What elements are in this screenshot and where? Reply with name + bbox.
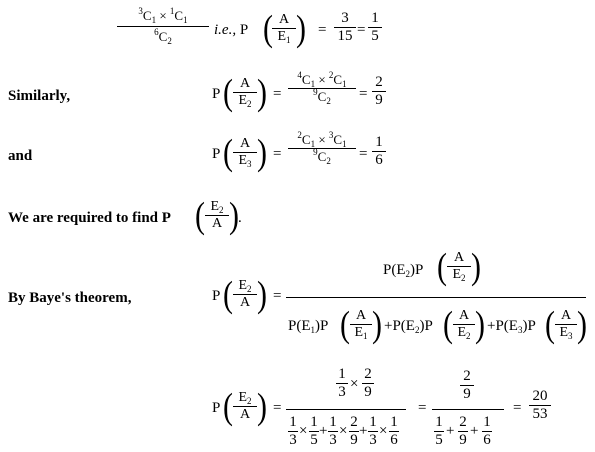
paren-left: (	[223, 131, 233, 173]
fraction-2-9: 2 9	[372, 74, 386, 109]
paren-right: )	[257, 131, 267, 173]
combination-fraction-e1: $^3C_1 \times ^1C_1$ $^6C_2$	[117, 8, 209, 45]
fraction-1-6: 1 6	[372, 134, 386, 169]
fraction-3-15: 3 15	[334, 10, 356, 45]
equals-sign: =	[273, 288, 282, 304]
equals-sign: =	[418, 400, 427, 416]
equals-sign: =	[357, 22, 366, 38]
paren-right: )	[257, 71, 267, 113]
equals-sign: =	[359, 146, 368, 162]
paren-left: (	[437, 245, 447, 287]
p-label: P	[212, 146, 221, 162]
middle-denominator: 1 5 + 2 9 + 1 6	[435, 414, 491, 448]
required-statement: We are required to find P	[8, 210, 171, 226]
prob-e2-given-a: $E_2$ A	[233, 390, 257, 423]
middle-numerator: 2 9	[460, 368, 474, 403]
paren-right: )	[257, 273, 267, 315]
middle-fraction-line	[432, 409, 504, 410]
p-label: P	[212, 400, 221, 416]
period: .	[238, 210, 242, 226]
prob-a-given-e2: A $E_2$	[447, 250, 471, 283]
paren-right: )	[257, 385, 267, 427]
bayes-numerator: $P(E_2)P$	[383, 262, 424, 279]
prob-e2-given-a: $E_2$ A	[205, 199, 229, 232]
prob-e2-given-a: $E_2$ A	[233, 278, 257, 311]
equals-sign: =	[359, 86, 368, 102]
paren-right: )	[229, 194, 239, 236]
ie-label: i.e., P	[214, 22, 249, 38]
paren-left: (	[195, 194, 205, 236]
final-numerator: 1 3 × 2 9	[336, 366, 396, 402]
prob-a-given-e2: A $E_2$	[233, 76, 257, 109]
equals-sign: =	[273, 146, 282, 162]
equals-sign: =	[273, 86, 282, 102]
and-label: and	[8, 148, 33, 164]
final-fraction-line	[286, 409, 406, 410]
answer-fraction: 20 53	[529, 388, 551, 423]
bayes-label: By Baye's theorem,	[8, 290, 132, 306]
p-label: P	[212, 86, 221, 102]
paren-left: (	[223, 273, 233, 315]
equals-sign: =	[273, 400, 282, 416]
bayes-fraction-line	[286, 297, 586, 298]
p-label: P	[212, 288, 221, 304]
prob-a-given-e1: A $E_1$	[272, 12, 296, 45]
combination-fraction-e3: $^2C_1 \times ^3C_1$ $^9C_2$	[288, 132, 356, 165]
paren-left: (	[223, 71, 233, 113]
similarly-label: Similarly,	[8, 88, 71, 104]
paren-right: )	[471, 245, 481, 287]
fraction-1-5: 1 5	[368, 10, 382, 45]
paren-left: (	[223, 385, 233, 427]
equals-sign: =	[513, 400, 522, 416]
paren-right: )	[296, 7, 306, 49]
bayes-denominator: $P(E_1)P$ ( A $E_1$ ) $+P(E_2)P$ ( A $E_2$ ) $+P(E_3)P$ ( A $E_3$ )	[288, 303, 587, 345]
equals-sign: =	[318, 22, 327, 38]
prob-a-given-e3: A $E_3$	[233, 136, 257, 169]
paren-left: (	[263, 7, 273, 49]
combination-fraction-e2: $^4C_1 \times ^2C_1$ $^9C_2$	[288, 72, 356, 105]
final-denominator: 1 3 × 1 5 + 1 3 × 2 9 + 1 3 × 1 6	[289, 414, 398, 448]
